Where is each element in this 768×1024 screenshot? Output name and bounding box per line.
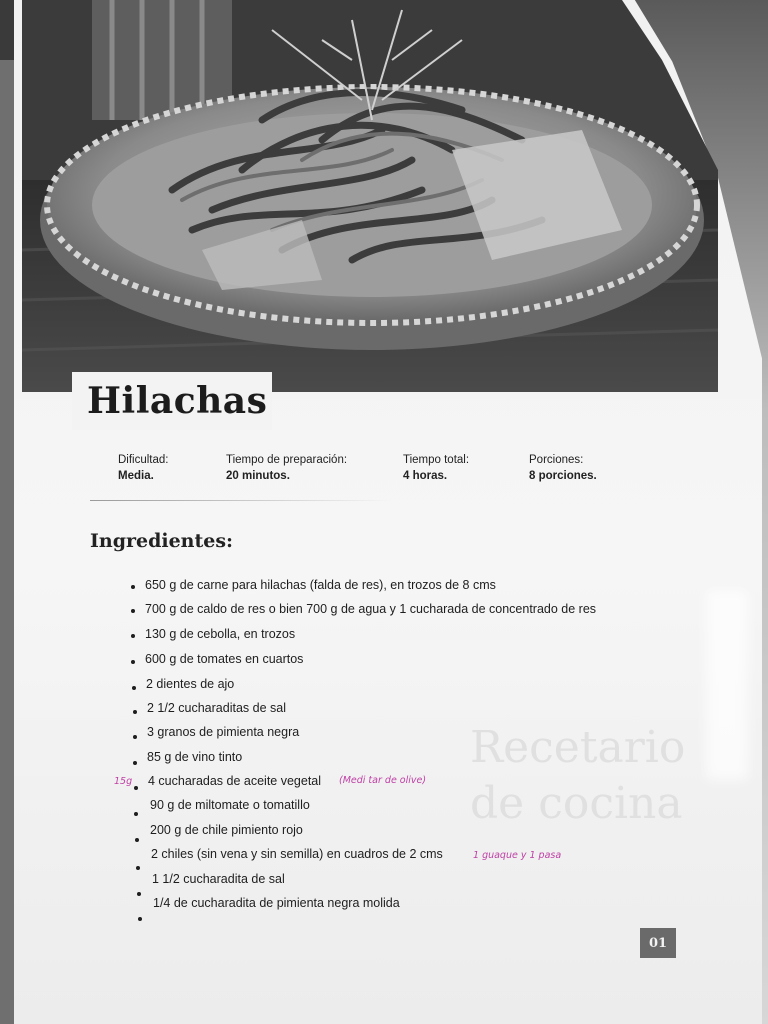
- list-bullet: [134, 786, 138, 790]
- ingredient-item: 2 chiles (sin vena y sin semilla) en cuadros de 2 cms: [151, 847, 443, 861]
- paper-glare: [706, 590, 748, 780]
- divider: [90, 500, 390, 501]
- list-bullet: [131, 660, 135, 664]
- prep-time-label: Tiempo de preparación:: [226, 454, 348, 466]
- difficulty-label: Dificultad:: [118, 454, 169, 466]
- servings-value: 8 porciones.: [529, 470, 597, 482]
- ghost-line: de cocina: [470, 778, 683, 829]
- bleed-through-text: [470, 720, 685, 832]
- ingredients-heading: Ingredientes:: [90, 530, 234, 552]
- difficulty-value: Media.: [118, 470, 154, 482]
- list-bullet: [134, 812, 138, 816]
- servings-info: [529, 452, 597, 484]
- list-bullet: [135, 838, 139, 842]
- handwritten-chiles-note: 1 guaque y 1 pasa: [473, 850, 562, 861]
- list-bullet: [138, 917, 142, 921]
- ingredient-item: 2 dientes de ajo: [146, 677, 235, 691]
- ingredient-item: 700 g de caldo de res o bien 700 g de agua y 1 cucharada de concentrado de res: [145, 602, 597, 616]
- ingredient-item: 600 g de tomates en cuartos: [145, 652, 304, 666]
- ingredient-item: 650 g de carne para hilachas (falda de res), en trozos de 8 cms: [145, 578, 496, 592]
- dish-photo: [22, 0, 718, 392]
- ingredient-item: 200 g de chile pimiento rojo: [150, 823, 303, 837]
- list-bullet: [132, 686, 136, 690]
- servings-label: Porciones:: [529, 454, 584, 466]
- total-time-value: 4 horas.: [403, 470, 448, 482]
- handwritten-oil-note: (Medi tar de olive): [339, 775, 427, 786]
- list-bullet: [133, 735, 137, 739]
- recipe-title: Hilachas: [87, 380, 268, 422]
- ingredient-item: 1 1/2 cucharadita de sal: [152, 872, 285, 886]
- total-time-label: Tiempo total:: [403, 454, 470, 466]
- list-bullet: [131, 634, 135, 638]
- list-bullet: [137, 892, 141, 896]
- ingredient-item: 4 cucharadas de aceite vegetal: [148, 774, 322, 788]
- prep-time-info: [226, 452, 347, 484]
- list-bullet: [136, 866, 140, 870]
- total-time-info: [403, 452, 469, 484]
- list-bullet: [131, 609, 135, 613]
- handwritten-margin-note: 15g: [114, 776, 133, 787]
- page-number: 01: [640, 928, 676, 958]
- ingredient-item: 90 g de miltomate o tomatillo: [150, 798, 310, 812]
- ingredient-item: 85 g de vino tinto: [147, 750, 243, 764]
- difficulty-info: [118, 452, 169, 484]
- ingredient-item: 3 granos de pimienta negra: [147, 725, 300, 739]
- ingredient-item: 130 g de cebolla, en trozos: [145, 627, 296, 641]
- list-bullet: [131, 585, 135, 589]
- prep-time-value: 20 minutos.: [226, 470, 290, 482]
- list-bullet: [133, 761, 137, 765]
- ingredient-item: 2 1/2 cucharaditas de sal: [147, 701, 286, 715]
- list-bullet: [133, 710, 137, 714]
- ghost-line: Recetario: [470, 722, 686, 773]
- ingredient-item: 1/4 de cucharadita de pimienta negra molida: [153, 896, 400, 910]
